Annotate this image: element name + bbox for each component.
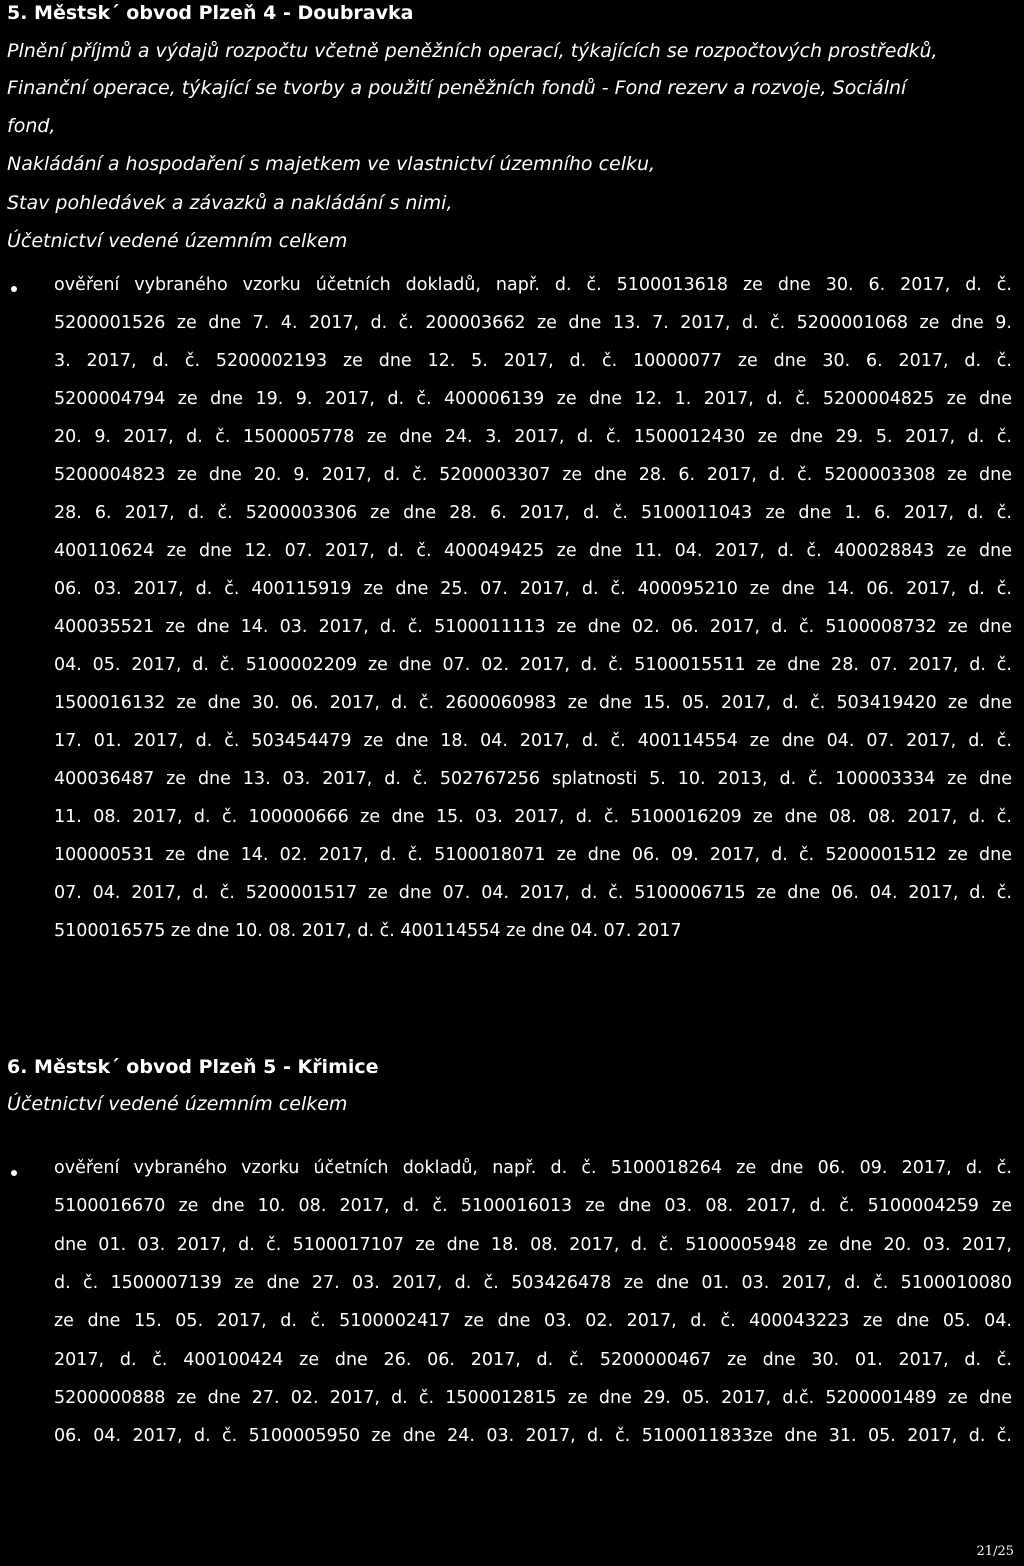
- section-5-subheading: Stav pohledávek a závazků a nakládání s nimi,: [7, 192, 453, 214]
- bullet-icon: [8, 1167, 20, 1179]
- section-5-text-line: 5200004794 ze dne 19. 9. 2017, d. č. 400006139 ze dne 12. 1. 2017, d. č. 5200004825 ze dne: [54, 389, 1012, 409]
- section-5-text-line: 06. 03. 2017, d. č. 400115919 ze dne 25. 07. 2017, d. č. 400095210 ze dne 14. 06. 2017, d. č.: [54, 579, 1012, 599]
- section-5-text-line: 400110624 ze dne 12. 07. 2017, d. č. 400049425 ze dne 11. 04. 2017, d. č. 400028843 ze dne: [54, 541, 1012, 561]
- section-5-text-line: 400036487 ze dne 13. 03. 2017, d. č. 502767256 splatnosti 5. 10. 2013, d. č. 100003334 ze dne: [54, 769, 1012, 789]
- section-5-text-line: ověření vybraného vzorku účetních dokladů, např. d. č. 5100013618 ze dne 30. 6. 2017, d. č.: [54, 275, 1012, 295]
- section-6-subheading: Účetnictví vedené územním celkem: [7, 1093, 348, 1115]
- section-5-text-line: 100000531 ze dne 14. 02. 2017, d. č. 5100018071 ze dne 06. 09. 2017, d. č. 5200001512 ze dne: [54, 845, 1012, 865]
- section-5-text-line: 20. 9. 2017, d. č. 1500005778 ze dne 24. 3. 2017, d. č. 1500012430 ze dne 29. 5. 2017, d. č.: [54, 427, 1012, 447]
- section-6-heading: 6. Městsk´ obvod Plzeň 5 - Křimice: [7, 1056, 379, 1078]
- section-5-text-line: 17. 01. 2017, d. č. 503454479 ze dne 18. 04. 2017, d. č. 400114554 ze dne 04. 07. 2017, d. č.: [54, 731, 1012, 751]
- section-6-text-line: 2017, d. č. 400100424 ze dne 26. 06. 2017, d. č. 5200000467 ze dne 30. 01. 2017, d. č.: [54, 1350, 1012, 1370]
- section-5-text-line: 1500016132 ze dne 30. 06. 2017, d. č. 2600060983 ze dne 15. 05. 2017, d. č. 503419420 ze dne: [54, 693, 1012, 713]
- section-6-text-line: dne 01. 03. 2017, d. č. 5100017107 ze dne 18. 08. 2017, d. č. 5100005948 ze dne 20. 03. 2017,: [54, 1235, 1012, 1255]
- section-5-text-line: 5100016575 ze dne 10. 08. 2017, d. č. 400114554 ze dne 04. 07. 2017: [54, 921, 682, 941]
- page-number: 21/25: [976, 1544, 1014, 1559]
- section-5-text-line: 04. 05. 2017, d. č. 5100002209 ze dne 07. 02. 2017, d. č. 5100015511 ze dne 28. 07. 2017, d. č.: [54, 655, 1012, 675]
- section-5-text-line: 400035521 ze dne 14. 03. 2017, d. č. 5100011113 ze dne 02. 06. 2017, d. č. 5100008732 ze dne: [54, 617, 1012, 637]
- section-5-text-line: 11. 08. 2017, d. č. 100000666 ze dne 15. 03. 2017, d. č. 5100016209 ze dne 08. 08. 2017, d. č.: [54, 807, 1012, 827]
- section-5-subheading: Finanční operace, týkající se tvorby a použití peněžních fondů - Fond rezerv a rozvoje, Sociální: [7, 77, 907, 99]
- section-6-text-line: 5100016670 ze dne 10. 08. 2017, d. č. 5100016013 ze dne 03. 08. 2017, d. č. 5100004259 ze: [54, 1196, 1012, 1216]
- section-5-text-line: 5200001526 ze dne 7. 4. 2017, d. č. 200003662 ze dne 13. 7. 2017, d. č. 5200001068 ze dne 9.: [54, 313, 1012, 333]
- section-5-subheading: fond,: [7, 115, 56, 137]
- section-5-text-line: 5200004823 ze dne 20. 9. 2017, d. č. 5200003307 ze dne 28. 6. 2017, d. č. 5200003308 ze dne: [54, 465, 1012, 485]
- section-5-heading: 5. Městsk´ obvod Plzeň 4 - Doubravka: [7, 2, 414, 24]
- section-6-text-line: ze dne 15. 05. 2017, d. č. 5100002417 ze dne 03. 02. 2017, d. č. 400043223 ze dne 05. 04.: [54, 1311, 1012, 1331]
- section-5-text-line: 28. 6. 2017, d. č. 5200003306 ze dne 28. 6. 2017, d. č. 5100011043 ze dne 1. 6. 2017, d. č.: [54, 503, 1012, 523]
- bullet-icon: [8, 283, 20, 295]
- section-5-subheading: Plnění příjmů a výdajů rozpočtu včetně peněžních operací, týkajících se rozpočtových prostředků,: [7, 40, 938, 62]
- section-6-text-line: ověření vybraného vzorku účetních dokladů, např. d. č. 5100018264 ze dne 06. 09. 2017, d. č.: [54, 1158, 1012, 1178]
- section-6-text-line: 06. 04. 2017, d. č. 5100005950 ze dne 24. 03. 2017, d. č. 5100011833ze dne 31. 05. 2017, d. č.: [54, 1426, 1012, 1446]
- section-5-text-line: 07. 04. 2017, d. č. 5200001517 ze dne 07. 04. 2017, d. č. 5100006715 ze dne 06. 04. 2017, d. č.: [54, 883, 1012, 903]
- section-5-text-line: 3. 2017, d. č. 5200002193 ze dne 12. 5. 2017, d. č. 10000077 ze dne 30. 6. 2017, d. č.: [54, 351, 1012, 371]
- section-5-subheading: Nakládání a hospodaření s majetkem ve vlastnictví územního celku,: [7, 153, 656, 175]
- section-5-subheading: Účetnictví vedené územním celkem: [7, 230, 348, 252]
- section-6-text-line: 5200000888 ze dne 27. 02. 2017, d. č. 1500012815 ze dne 29. 05. 2017, d.č. 5200001489 ze dne: [54, 1388, 1012, 1408]
- section-6-text-line: d. č. 1500007139 ze dne 27. 03. 2017, d. č. 503426478 ze dne 01. 03. 2017, d. č. 5100010080: [54, 1273, 1012, 1293]
